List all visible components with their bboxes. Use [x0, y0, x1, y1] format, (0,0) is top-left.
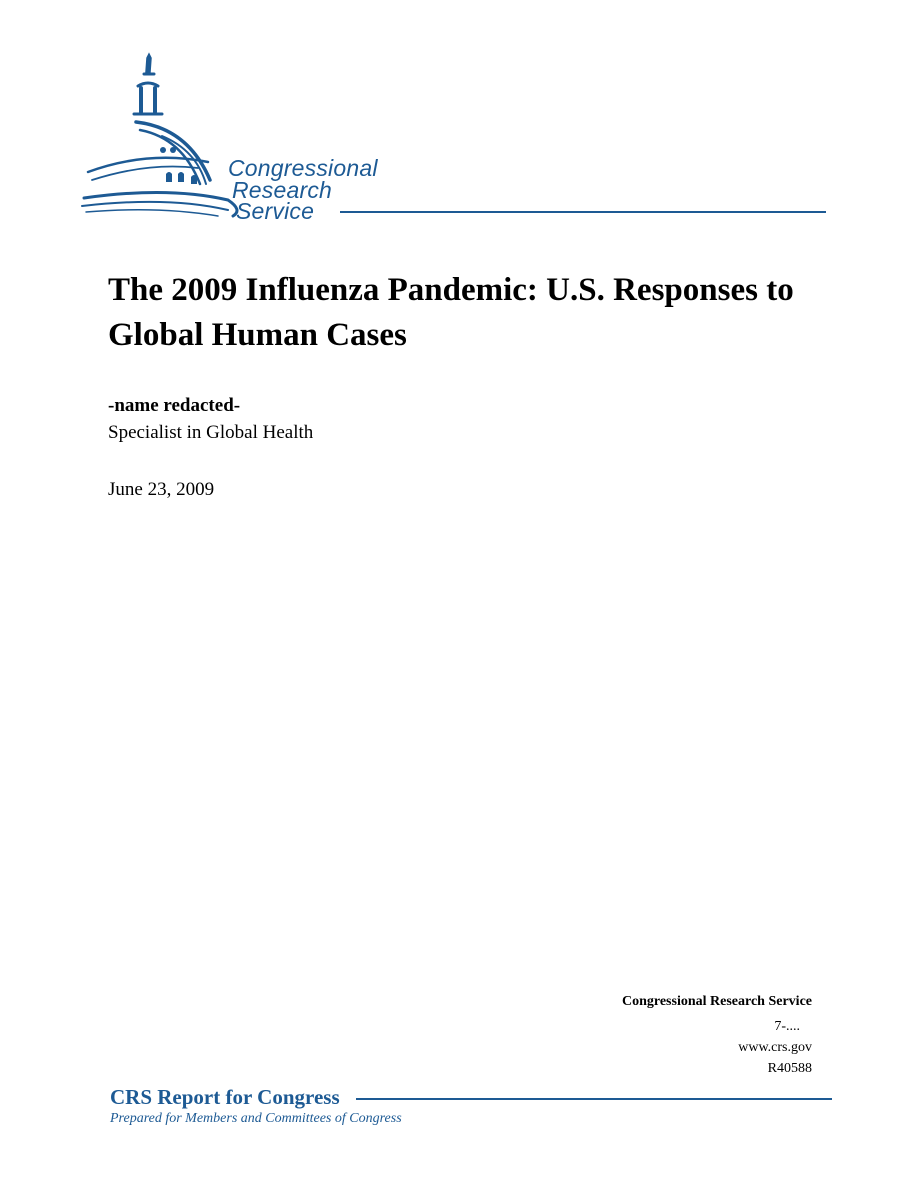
footer-title: CRS Report for Congress	[110, 1085, 340, 1109]
footer-subtitle: Prepared for Members and Committees of Congress	[110, 1111, 402, 1126]
report-title: The 2009 Influenza Pandemic: U.S. Responses to Global Human Cases	[108, 272, 794, 353]
logo-text-research: Research	[232, 177, 333, 203]
crs-code: 7-....	[774, 1019, 800, 1034]
crs-org-name: Congressional Research Service	[621, 994, 812, 1009]
logo-text-service: Service	[236, 198, 315, 224]
author-role: Specialist in Global Health	[108, 422, 314, 443]
report-number: R40588	[767, 1061, 812, 1076]
crs-url: www.crs.gov	[738, 1040, 812, 1055]
logo-text-congressional: Congressional	[228, 155, 378, 181]
footer-divider	[356, 1098, 832, 1100]
logo-divider	[340, 211, 826, 213]
report-date: June 23, 2009	[108, 479, 215, 500]
crs-info-block	[622, 991, 812, 1079]
author-name: -name redacted-	[108, 395, 241, 416]
